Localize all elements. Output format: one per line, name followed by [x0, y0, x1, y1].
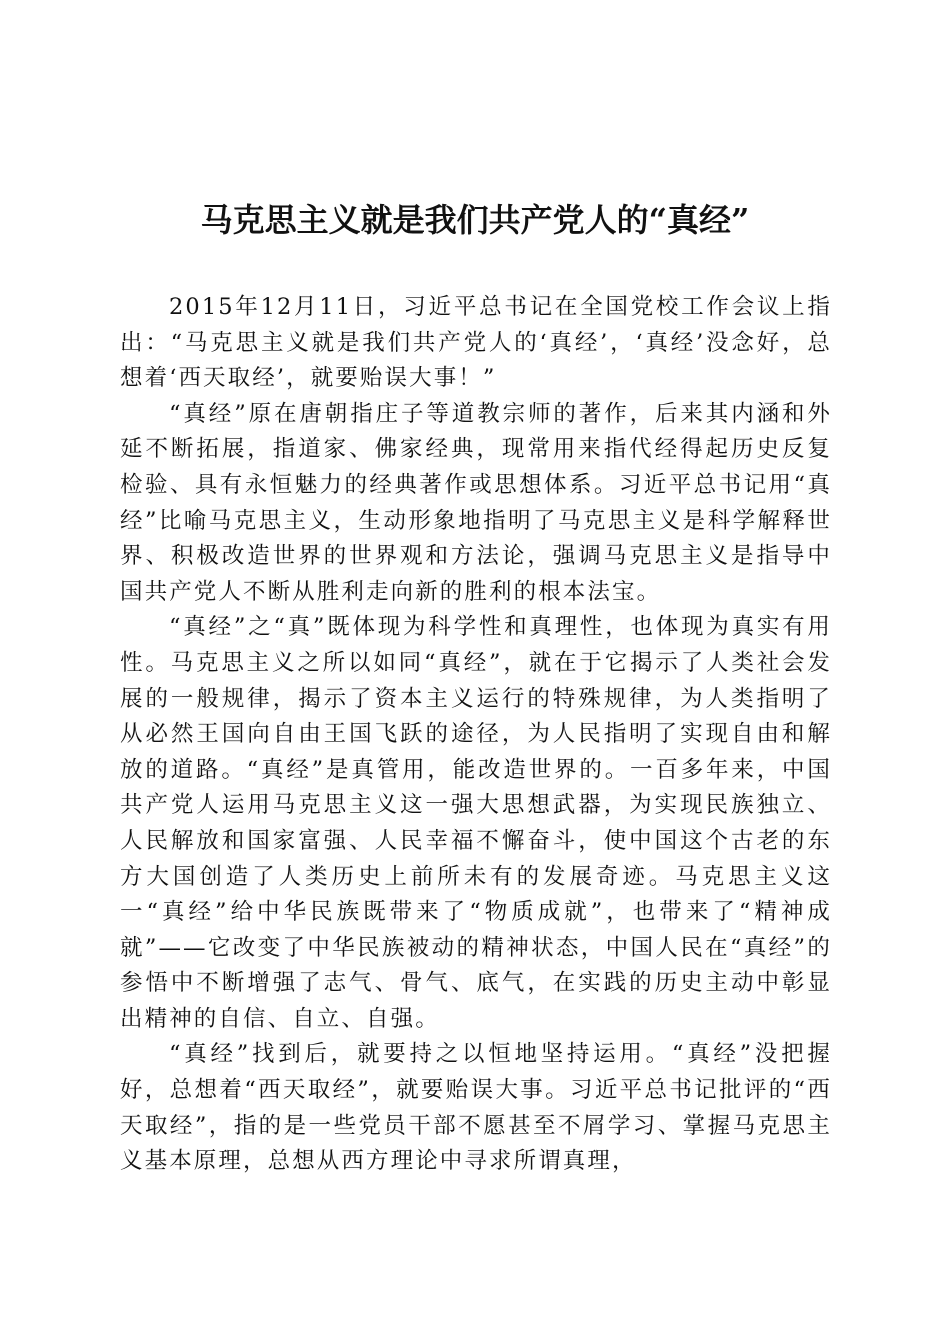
document-title: 马克思主义就是我们共产党人的“真经”	[200, 201, 750, 239]
paragraph-1: 2015年12月11日，习近平总书记在全国党校工作会议上指出：“马克思主义就是我们共产党人的‘真经’，‘真经’没念好，总想着‘西天取经’，就要贻误大事！”	[120, 294, 832, 392]
paragraph-4: “真经”找到后，就要持之以恒地坚持运用。“真经”没把握好，总想着“西天取经”，就要贻误大事。习近平总书记批评的“西天取经”，指的是一些党员干部不愿甚至不屑学习、掌握马克思主义基本原理，总想从西方理论中寻求所谓真理，	[120, 1041, 832, 1175]
document-body	[120, 290, 832, 1180]
paragraph-3: “真经”之“真”既体现为科学性和真理性，也体现为真实有用性。马克思主义之所以如同“真经”，就在于它揭示了人类社会发展的一般规律，揭示了资本主义运行的特殊规律，为人类指明了从必然王国向自由王国飞跃的途径，为人民指明了实现自由和解放的道路。“真经”是真管用，能改造世界的。一百多年来，中国共产党人运用马克思主义这一强大思想武器，为实现民族独立、人民解放和国家富强、人民幸福不懈奋斗，使中国这个古老的东方大国创造了人类历史上前所未有的发展奇迹。马克思主义这一“真经”给中华民族既带来了“物质成就”，也带来了“精神成就”——它改变了中华民族被动的精神状态，中国人民在“真经”的参悟中不断增强了志气、骨气、底气，在实践的历史主动中彰显出精神的自信、自立、自强。	[120, 614, 832, 1032]
paragraph-2: “真经”原在唐朝指庄子等道教宗师的著作，后来其内涵和外延不断拓展，指道家、佛家经典，现常用来指代经得起历史反复检验、具有永恒魅力的经典著作或思想体系。习近平总书记用“真经”比喻马克思主义，生动形象地指明了马克思主义是科学解释世界、积极改造世界的世界观和方法论，强调马克思主义是指导中国共产党人不断从胜利走向新的胜利的根本法宝。	[120, 400, 832, 605]
